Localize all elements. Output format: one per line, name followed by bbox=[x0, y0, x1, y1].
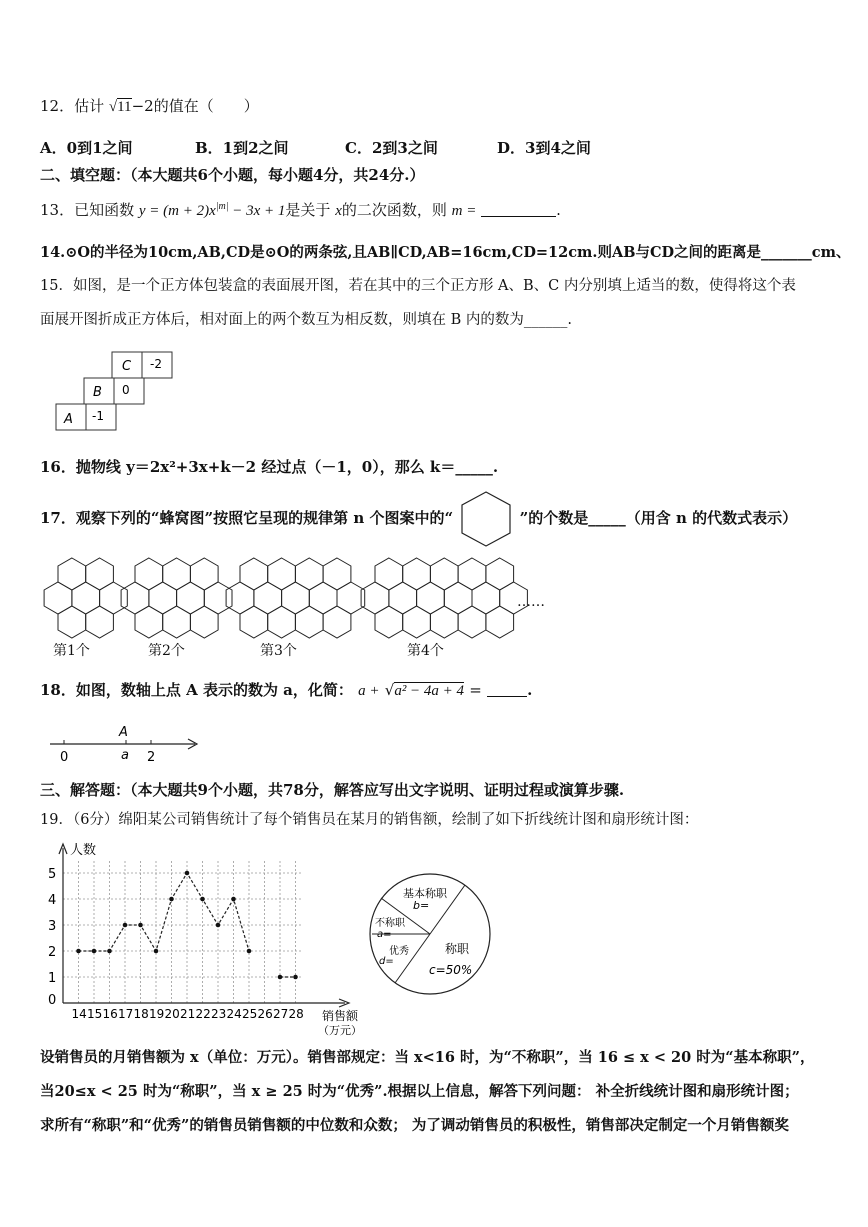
honeycomb-cell bbox=[149, 582, 177, 614]
q14-line: 14.⊙O的半径为10cm,AB,CD是⊙O的两条弦,且AB∥CD,AB=16cm,CD=12cm.则AB与CD之间的距离是_______cm、 bbox=[40, 244, 851, 261]
number-line-figure bbox=[45, 722, 210, 767]
section2-heading: 二、填空题：（本大题共6个小题，每小题4分，共24分.） bbox=[40, 166, 425, 184]
data-point bbox=[278, 975, 283, 980]
honeycomb-cell bbox=[163, 606, 191, 638]
q13-var: x bbox=[335, 203, 342, 219]
axis-label-two: 2 bbox=[147, 750, 156, 765]
honeycomb-cell bbox=[86, 558, 114, 590]
q18-blank[interactable] bbox=[487, 682, 527, 697]
data-point bbox=[200, 897, 205, 902]
y-tick-label: 0 bbox=[48, 993, 57, 1008]
x-tick-label: 16 bbox=[102, 1007, 118, 1021]
data-point bbox=[92, 949, 97, 954]
q12-tail: 的值在（ ） bbox=[153, 97, 259, 115]
honeycomb-cell bbox=[177, 582, 205, 614]
q18-line bbox=[40, 679, 532, 700]
section3-heading: 三、解答题：（本大题共9个小题，共78分，解答应写出文字说明、证明过程或演算步骤. bbox=[40, 781, 625, 799]
x-tick-label: 26 bbox=[257, 1007, 273, 1021]
honeycomb-cell bbox=[190, 606, 218, 638]
net-label-0: 0 bbox=[122, 383, 130, 397]
x-axis-unit: （万元） bbox=[318, 1024, 362, 1037]
pie-value-qualified: c=50% bbox=[429, 963, 473, 977]
q13-mid: 是关于 bbox=[285, 201, 331, 219]
honeycomb-cell bbox=[163, 558, 191, 590]
honeycomb-cell bbox=[486, 606, 514, 638]
honeycomb-cell bbox=[135, 606, 163, 638]
honeycomb-cell bbox=[375, 558, 403, 590]
axis-label-zero: 0 bbox=[60, 750, 69, 765]
x-tick-label: 24 bbox=[226, 1007, 242, 1021]
q13-pre: 13．已知函数 bbox=[40, 201, 135, 219]
honeycomb-cell bbox=[254, 582, 282, 614]
q13-ans: m = bbox=[451, 203, 477, 219]
honey-label-1: 第1个 bbox=[53, 643, 90, 659]
q13-blank[interactable] bbox=[481, 202, 556, 217]
pie-divider-4 bbox=[395, 934, 430, 983]
honey-label-4: 第4个 bbox=[407, 643, 444, 659]
cube-net-figure bbox=[50, 348, 180, 440]
data-point bbox=[247, 949, 252, 954]
pie-label-unqualified: 不称职 bbox=[375, 918, 405, 929]
pie-value-basic: b= bbox=[413, 899, 430, 912]
pie-value-excellent: d= bbox=[379, 956, 394, 967]
q12-option-b: B．1到2之间 bbox=[195, 139, 289, 157]
y-tick-label: 2 bbox=[48, 945, 57, 960]
honeycomb-cell bbox=[430, 558, 458, 590]
q13-post: 的二次函数，则 bbox=[341, 201, 447, 219]
honeycomb-cell bbox=[86, 606, 114, 638]
x-tick-label: 14 bbox=[71, 1007, 87, 1021]
x-tick-label: 20 bbox=[164, 1007, 180, 1021]
honeycomb-cell bbox=[361, 582, 389, 614]
net-label-neg1: -1 bbox=[92, 409, 104, 423]
data-point bbox=[293, 975, 298, 980]
q12-line bbox=[40, 95, 259, 116]
honey-ellipsis: …… bbox=[517, 594, 545, 610]
honeycomb-cell bbox=[121, 582, 149, 614]
q17-post: ”的个数是_____（用含 n 的代数式表示） bbox=[519, 509, 798, 527]
honeycomb-cell bbox=[458, 606, 486, 638]
honeycomb-cell bbox=[309, 582, 337, 614]
pie-label-qualified: 称职 bbox=[445, 942, 470, 956]
q13-func: y = (m + 2)x bbox=[138, 203, 216, 219]
x-tick-label: 28 bbox=[288, 1007, 304, 1021]
pie-label-excellent: 优秀 bbox=[389, 946, 409, 957]
q12-option-d: D．3到4之间 bbox=[497, 139, 591, 157]
net-label-a: A bbox=[64, 412, 73, 427]
honeycomb-cell bbox=[458, 558, 486, 590]
honeycomb-cell bbox=[135, 558, 163, 590]
honeycomb-cell bbox=[403, 606, 431, 638]
sales-pie-chart bbox=[365, 868, 495, 1000]
data-point bbox=[169, 897, 174, 902]
net-label-b: B bbox=[93, 385, 102, 400]
honeycomb-cell bbox=[430, 606, 458, 638]
hexagon-icon bbox=[460, 490, 512, 548]
q15-line2: 面展开图折成正方体后，相对面上的两个数互为相反数，则填在 B 内的数为______. bbox=[40, 312, 572, 328]
honeycomb-cell bbox=[295, 558, 323, 590]
q17-pre: 17．观察下列的“蜂窝图”按照它呈现的规律第 n 个图案中的“ bbox=[40, 509, 454, 527]
q12-option-c: C．2到3之间 bbox=[345, 139, 438, 157]
net-label-c: C bbox=[122, 359, 132, 374]
series-line bbox=[79, 873, 250, 951]
y-tick-label: 1 bbox=[48, 971, 57, 986]
q18-expr-a: a + bbox=[358, 683, 380, 699]
honeycomb-cell bbox=[58, 558, 86, 590]
q18-end: . bbox=[527, 681, 533, 699]
honey-label-3: 第3个 bbox=[260, 643, 297, 659]
y-tick-label: 4 bbox=[48, 893, 57, 908]
net-label-neg2: -2 bbox=[150, 357, 162, 371]
q19-para1: 设销售员的月销售额为 x（单位：万元）。销售部规定：当 x<16 时，为“不称职”，当 16 ≤ x < 20 时为“基本称职”， bbox=[40, 1049, 815, 1066]
sales-line-chart bbox=[40, 838, 365, 1038]
q18-pre: 18．如图，数轴上点 A 表示的数为 a，化简： bbox=[40, 681, 353, 699]
y-axis-label: 人数 bbox=[70, 843, 97, 858]
data-point bbox=[154, 949, 159, 954]
data-point bbox=[185, 871, 190, 876]
x-tick-label: 15 bbox=[87, 1007, 103, 1021]
honeycomb-cell bbox=[337, 582, 365, 614]
honeycomb-cell bbox=[44, 582, 72, 614]
x-tick-label: 19 bbox=[149, 1007, 165, 1021]
honeycomb-cell bbox=[268, 606, 296, 638]
pie-label-basic: 基本称职 bbox=[403, 887, 447, 900]
honeycomb-cell bbox=[58, 606, 86, 638]
honeycomb-cell bbox=[204, 582, 232, 614]
honeycomb-cell bbox=[323, 606, 351, 638]
honeycomb-figures bbox=[30, 550, 570, 665]
data-point bbox=[231, 897, 236, 902]
pie-value-unqualified: a= bbox=[377, 929, 392, 940]
data-point bbox=[138, 923, 143, 928]
honeycomb-cell bbox=[472, 582, 500, 614]
data-point bbox=[123, 923, 128, 928]
honeycomb-cell bbox=[295, 606, 323, 638]
honeycomb-cell bbox=[100, 582, 128, 614]
honeycomb-cell bbox=[389, 582, 417, 614]
honeycomb-cell bbox=[240, 606, 268, 638]
q13-line bbox=[40, 199, 561, 220]
honeycomb-cell bbox=[403, 558, 431, 590]
x-tick-label: 18 bbox=[133, 1007, 149, 1021]
q18-eq: = bbox=[469, 681, 482, 699]
honeycomb-cell bbox=[444, 582, 472, 614]
data-point bbox=[107, 949, 112, 954]
q13-end: . bbox=[556, 201, 561, 219]
q18-sqrt: √a² − 4a + 4 bbox=[384, 681, 465, 699]
x-tick-label: 27 bbox=[273, 1007, 289, 1021]
q13-exp: |m| bbox=[215, 201, 229, 212]
honeycomb-cell bbox=[375, 606, 403, 638]
q12-expr: −2 bbox=[131, 97, 154, 115]
q17-line bbox=[40, 507, 797, 528]
q13-rest: − 3x + 1 bbox=[228, 203, 286, 219]
honeycomb-cell bbox=[72, 582, 100, 614]
y-tick-label: 5 bbox=[48, 867, 57, 882]
x-axis-label: 销售额 bbox=[322, 1009, 359, 1023]
x-tick-label: 25 bbox=[242, 1007, 258, 1021]
axis-label-a: a bbox=[121, 748, 129, 763]
x-tick-label: 22 bbox=[195, 1007, 211, 1021]
honeycomb-cell bbox=[268, 558, 296, 590]
honeycomb-cell bbox=[190, 558, 218, 590]
q15-line1: 15．如图，是一个正方体包装盒的表面展开图，若在其中的三个正方形 A、B、C 内分别填上适当的数，使得将这个表 bbox=[40, 278, 796, 294]
x-tick-label: 21 bbox=[180, 1007, 196, 1021]
honeycomb-cell bbox=[282, 582, 310, 614]
axis-label-a-point: A bbox=[119, 725, 128, 740]
honeycomb-cell bbox=[240, 558, 268, 590]
x-tick-label: 17 bbox=[118, 1007, 134, 1021]
honeycomb-cell bbox=[486, 558, 514, 590]
data-point bbox=[216, 923, 221, 928]
x-tick-label: 23 bbox=[211, 1007, 227, 1021]
q12-text: 12．估计 bbox=[40, 97, 105, 115]
honeycomb-cell bbox=[226, 582, 254, 614]
data-point bbox=[76, 949, 81, 954]
q19-para2: 当20≤x < 25 时为“称职”，当 x ≥ 25 时为“优秀”.根据以上信息，解答下列问题： 补全折线统计图和扇形统计图； bbox=[40, 1083, 799, 1100]
honey-label-2: 第2个 bbox=[148, 643, 185, 659]
q12-option-a: A．0到1之间 bbox=[40, 139, 133, 157]
honeycomb-cell bbox=[323, 558, 351, 590]
honeycomb-cell bbox=[417, 582, 445, 614]
q19-intro: 19．（6分）绵阳某公司销售统计了每个销售员在某月的销售额，绘制了如下折线统计图和扇形统计图： bbox=[40, 812, 699, 828]
q12-sqrt: √11 bbox=[108, 99, 132, 115]
y-tick-label: 3 bbox=[48, 919, 57, 934]
q19-para3: 求所有“称职”和“优秀”的销售员销售额的中位数和众数； 为了调动销售员的积极性，销售部决定制定一个月销售额奖 bbox=[40, 1117, 789, 1134]
q16-line: 16．抛物线 y＝2x²+3x+k－2 经过点（－1，0），那么 k＝_____. bbox=[40, 458, 499, 476]
